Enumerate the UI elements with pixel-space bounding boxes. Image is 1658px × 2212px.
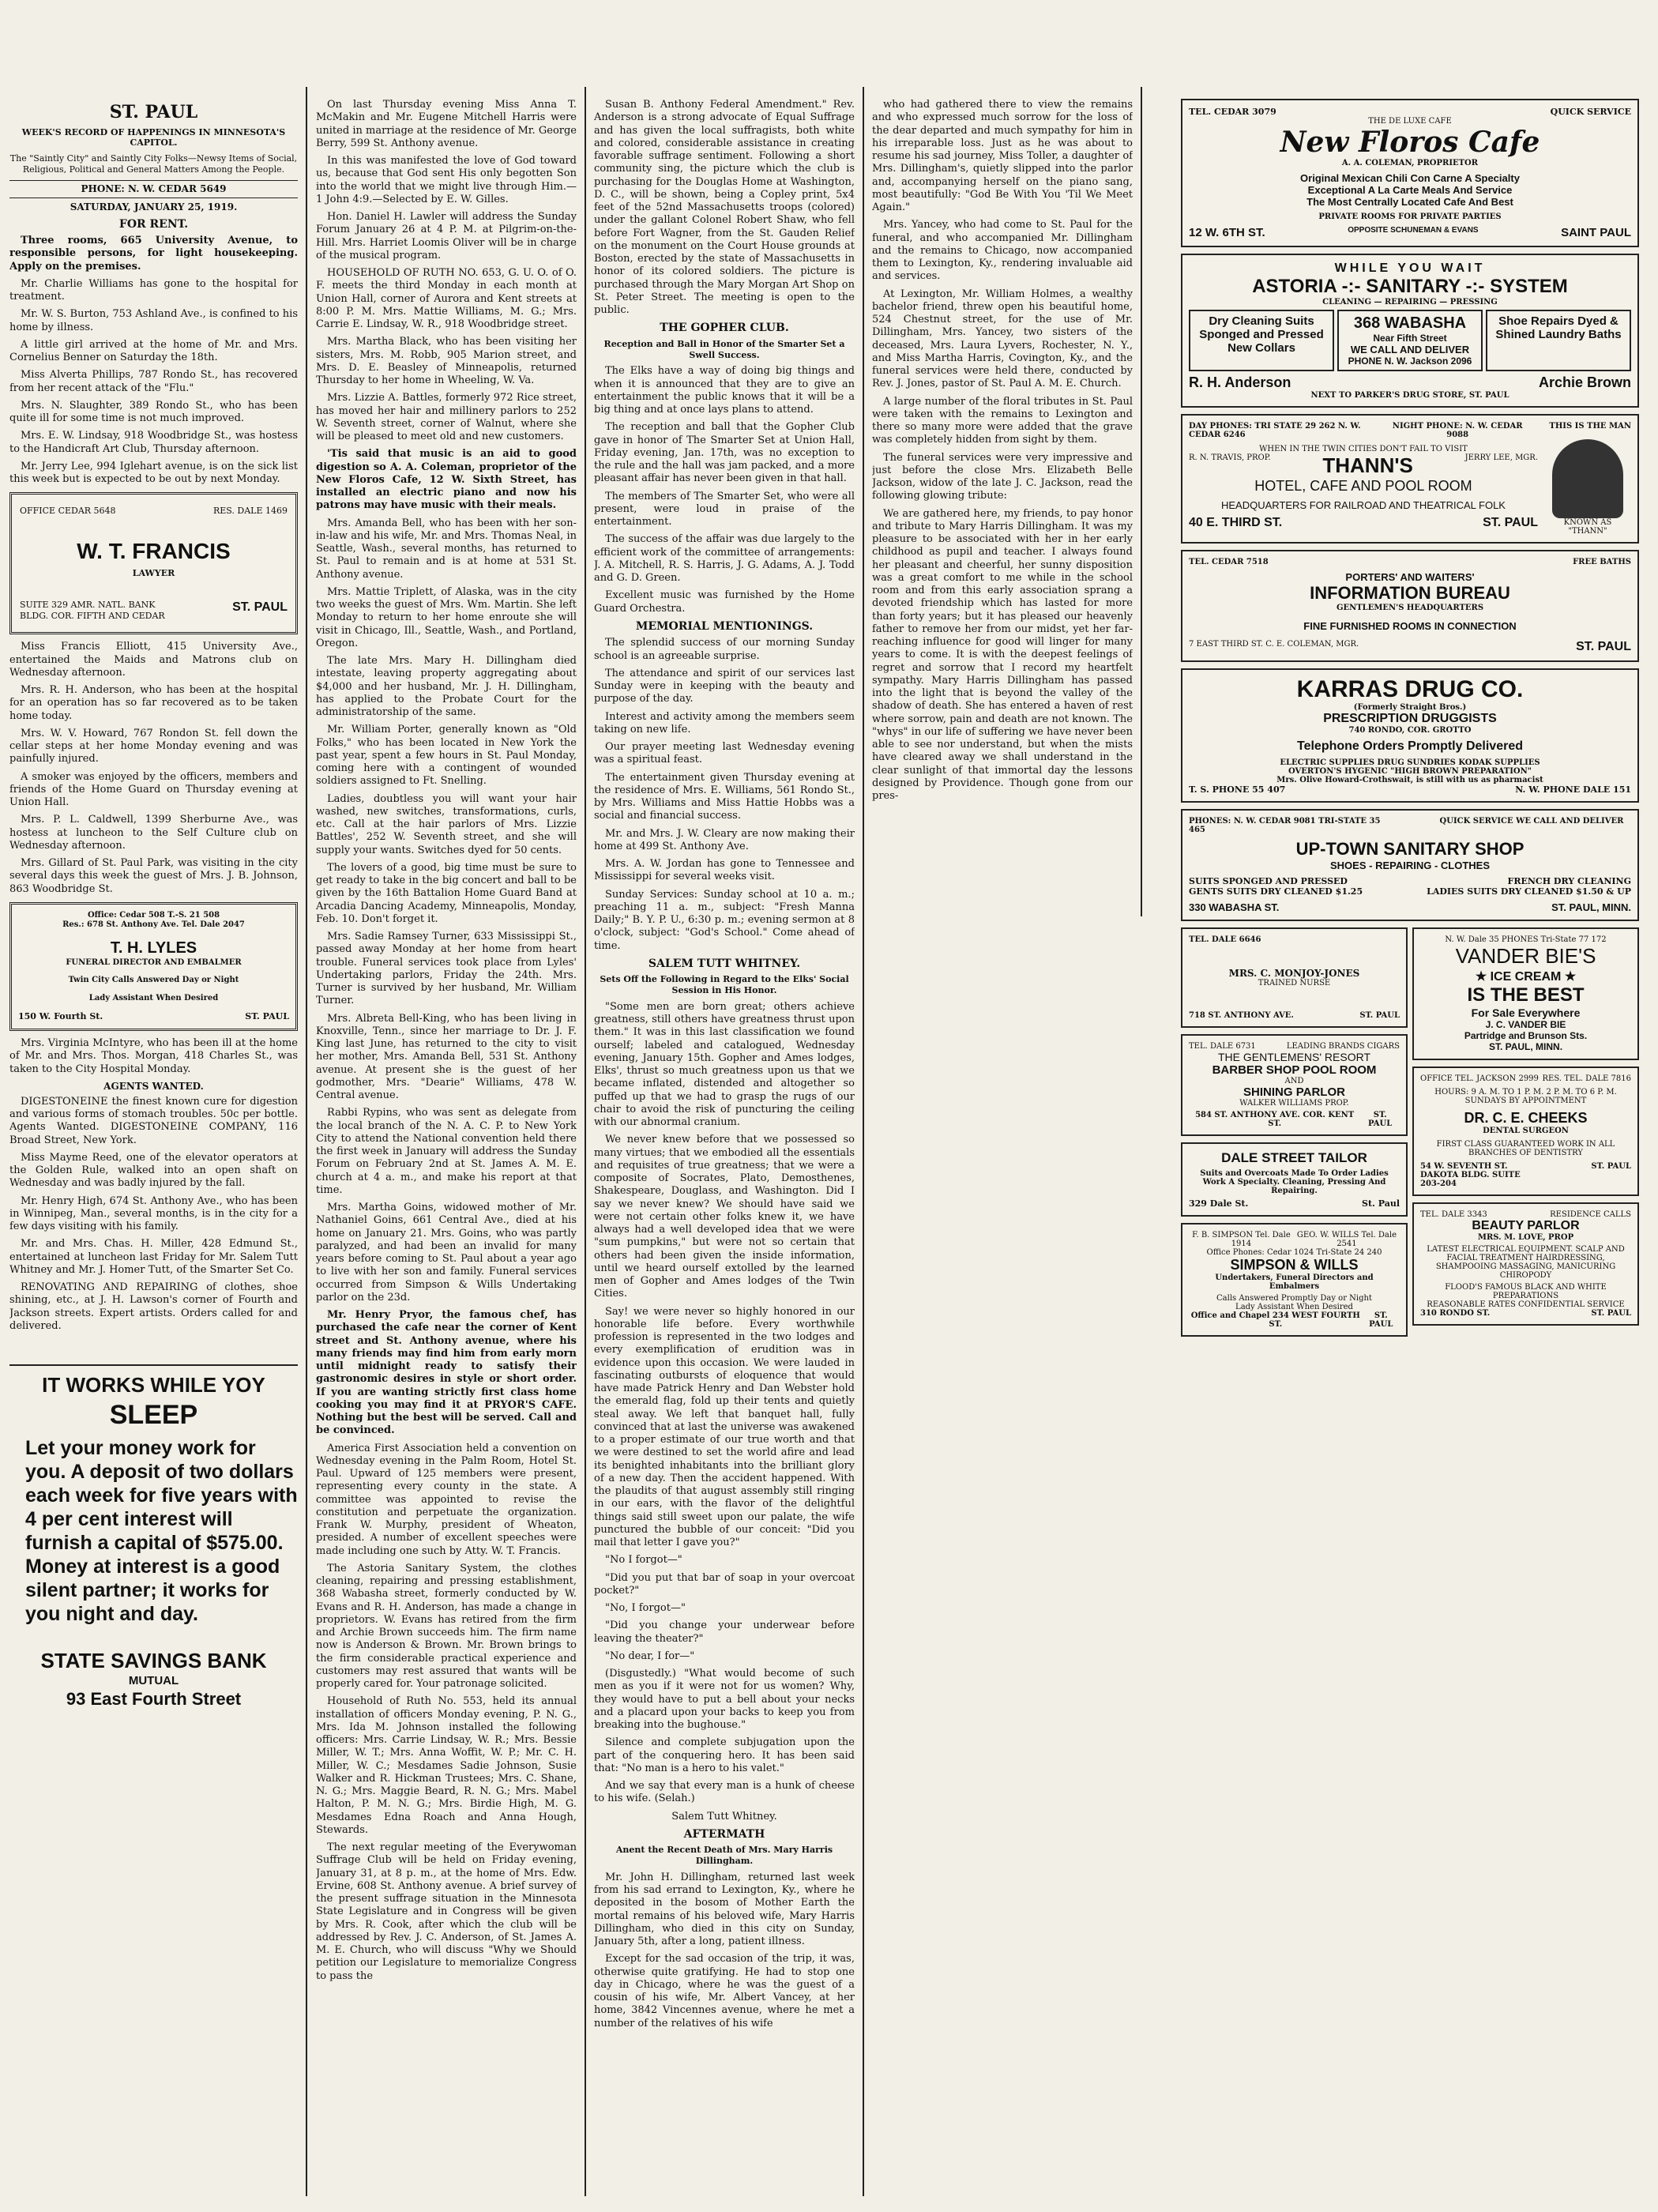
column-rule xyxy=(585,87,586,2196)
astoria-p1: R. H. Anderson xyxy=(1189,374,1291,390)
news-item: Mrs. Amanda Bell, who has been with her son-in-law and his wife, Mr. and Mrs. Thomas Neal, in Seattle, Wash., several months, has returned to St. Paul to remain and is at home at 531 St. Anthony avenue. xyxy=(316,517,577,581)
cheeks-addr: 54 W. SEVENTH ST. DAKOTA BLDG. SUITE 203-204 xyxy=(1420,1162,1521,1188)
thann-addr: 40 E. THIRD ST. xyxy=(1189,516,1283,529)
news-item: Mrs. W. V. Howard, 767 Rondon St. fell down the cellar steps at her home Monday evening and was painfully injured. xyxy=(9,727,298,766)
gopher-club-subhead: Reception and Ball in Honor of the Smarter Set a Swell Success. xyxy=(603,338,845,360)
vb-who: J. C. VANDER BIE xyxy=(1485,1019,1566,1030)
astoria-b2p: PHONE N. W. Jackson 2096 xyxy=(1348,356,1472,367)
karras-t1: T. S. PHONE 55 407 xyxy=(1189,784,1286,795)
news-item: The splendid success of our morning Sunday school is an agreeable surprise. xyxy=(594,637,855,662)
thann-night: NIGHT PHONE: N. W. CEDAR 9088 xyxy=(1392,422,1523,439)
bureau-baths: FREE BATHS xyxy=(1573,558,1631,566)
gent-cig: LEADING BRANDS CIGARS xyxy=(1286,1042,1400,1051)
monjoy-addr: 718 ST. ANTHONY AVE. xyxy=(1189,1011,1294,1020)
uptown-name: UP-TOWN SANITARY SHOP xyxy=(1295,839,1525,859)
column-rule xyxy=(863,87,864,2196)
thann-portrait xyxy=(1552,439,1623,518)
gopher-club-heading: THE GOPHER CLUB. xyxy=(660,322,789,335)
news-item: We never knew before that we possessed so many virtues; that we embodied all the essentials and requisites of true greatness; that we were a composite of Socrates, Plato, Demosthenes, Shakespeare, Douglass, and Washington. Did I say we never knew? We should have said we were not certain other folks knew it, we have always had a well developed idea that we were "sum pumpkins," but were not so certain that others had been given the inside information, until we heard ourself extolled by the learned men of Gopher and Ames lodges of the Twin Cities. xyxy=(594,1134,855,1300)
bureau-addr: 7 EAST THIRD ST. C. E. COLEMAN, MGR. xyxy=(1189,640,1359,649)
news-item: who had gathered there to view the remains and who expressed much sorrow for the loss of the dear departed and much sympathy for him in his irreparable loss. Just as he was about to resume his sad journey, Miss Toller, a daughter of Mrs. Dillingham's, quietly slipped into the parlor and, accompanying herself on the piano sang, most beautifully: "God Be With You 'Til We Meet Again." xyxy=(872,99,1133,213)
information-bureau-ad xyxy=(1181,550,1639,662)
lyles-name: T. H. LYLES xyxy=(110,939,197,957)
astoria-sanitary-ad xyxy=(1181,254,1639,408)
news-item: Mrs. N. Slaughter, 389 Rondo St., who has been quite ill for some time is not much improved. xyxy=(9,399,298,424)
news-item: Mr. Charlie Williams has gone to the hospital for treatment. xyxy=(9,277,298,303)
floros-prop: A. A. COLEMAN, PROPRIETOR xyxy=(1341,159,1479,167)
masthead-date: SATURDAY, JANUARY 25, 1919. xyxy=(70,201,238,213)
news-item: Mr. and Mrs. J. W. Cleary are now making their home at 499 St. Anthony Ave. xyxy=(594,827,855,852)
karras-mrs: Mrs. Olive Howard-Crothswait, is still with us as pharmacist xyxy=(1276,776,1543,784)
karras-addr: 740 RONDO, COR. GROTTO xyxy=(1348,726,1472,735)
uptown-city: ST. PAUL, MINN. xyxy=(1551,901,1631,913)
news-item: Rabbi Rypins, who was sent as delegate from the local branch of the N. A. C. P. to New York City to attend the National convention held there the first week in January will address the Sunday Forum on February 2nd at St. James A. M. E. church at 4 a. m., and make his report at that time. xyxy=(316,1107,577,1196)
news-item: A smoker was enjoyed by the officers, members and friends of the Home Guard on Thursday evening at Union Hall. xyxy=(9,770,298,808)
news-item: Mrs. P. L. Caldwell, 1399 Sherburne Ave., was hostess at luncheon to the Self Culture club on Wednesday afternoon. xyxy=(9,814,298,852)
salem-subhead: Sets Off the Following in Regard to the Elks' Social Session in His Honor. xyxy=(600,974,849,995)
beauty-city: ST. PAUL xyxy=(1591,1309,1631,1318)
sw-l1: Calls Answered Promptly Day or Night xyxy=(1216,1294,1372,1303)
uptown-quick: QUICK SERVICE WE CALL AND DELIVER xyxy=(1439,817,1624,826)
news-item: The lovers of a good, big time must be sure to get ready to take in the big concert and ball to be given by the 16th Battalion Home Guard Band at Arcadia Dancing Academy, Minneapolis, Monday, Feb. 10. Don't forget it. xyxy=(316,861,577,925)
memorial-heading: MEMORIAL MENTIONINGS. xyxy=(635,619,814,633)
sw-sub: Undertakers, Funeral Directors and Embalmers xyxy=(1215,1273,1374,1291)
news-item: Household of Ruth No. 553, held its annual installation of officers Monday evening, P. N. G., Mrs. Ida M. Johnson installed the following officers: Mrs. Carrie Lindsay, W. R.; Mrs. Bessie Miller, W. T.; Mrs. Anna Woffit, W. P.; Mr. C. H. Miller, W. C.; Mesdames Sadie Johnson, Susie Walker and R. Hickman Trustees; Mrs. C. Shane, N. G.; Mrs. Maggie Beard, R. N. G.; Mrs. Mabel Halton, P. M. N. G.; Mrs. Birdie High, M. G. Mesdames Edna Roach and Anna Hough, Stewards. xyxy=(316,1695,577,1836)
news-item: Mr. John H. Dillingham, returned last week from his sad errand to Lexington, Ky., where he deposited in the bosom of Mother Earth the mortal remains of his beloved wife, Mary Harris Dillingham, who died in this city on Sunday, January 5th, after a long, patient illness. xyxy=(594,1871,855,1947)
news-item: 'Tis said that music is an aid to good digestion so A. A. Coleman, proprietor of the New Floros Cafe, 12 W. Sixth Street, has installed an electric piano and now his patrons may have music with their meals. xyxy=(316,448,577,512)
for-rent-heading: FOR RENT. xyxy=(118,217,189,231)
sw-right: GEO. W. WILLS Tel. Dale 2541 xyxy=(1296,1231,1397,1248)
salem-heading: SALEM TUTT WHITNEY. xyxy=(648,957,801,970)
astoria-p2: Archie Brown xyxy=(1538,374,1631,390)
news-item: Hon. Daniel H. Lawler will address the Sunday Forum January 26 at 4 P. M. at Pilgrim-on-the-Hill. Mrs. Harriet Loomis Oliver will be in charge of the musical program. xyxy=(316,211,577,261)
floros-quick: QUICK SERVICE xyxy=(1550,107,1631,117)
news-item: The success of the affair was due largely to the efficient work of the committee of arrangements: J. A. Mitchell, R. S. Harris, J. G. Adams, A. J. Todd and G. D. Green. xyxy=(594,533,855,584)
news-item: The attendance and spirit of our services last Sunday were in keeping with the beauty and purpose of the day. xyxy=(594,667,855,705)
news-item: Excellent music was furnished by the Home Guard Orchestra. xyxy=(594,589,855,615)
beauty-tel: TEL. DALE 3343 xyxy=(1420,1210,1487,1219)
masthead-tagline: The "Saintly City" and Saintly City Folks—Newsy Items of Social, Religious, Political and General Matters Among the People. xyxy=(9,153,298,175)
news-item: Mrs. Mattie Triplett, of Alaska, was in the city two weeks the guest of Mrs. Wm. Martin. She left Monday to return to her home enroute she will visit in Chicago, Ill., Seattle, Wash., and Portland, Oregon. xyxy=(316,585,577,649)
uptown-addr: 330 WABASHA ST. xyxy=(1189,901,1280,913)
news-item: Silence and complete subjugation upon the part of the conquering hero. It has been said that: "No man is a hero to his valet." xyxy=(594,1736,855,1774)
news-item: Mrs. Virginia McIntyre, who has been ill at the home of Mr. and Mrs. Thos. Morgan, 418 Charles St., was taken to the City Hospital Monday. xyxy=(9,1037,298,1075)
news-item: Mrs. A. W. Jordan has gone to Tennessee and Mississippi for several weeks visit. xyxy=(594,858,855,883)
karras-name: KARRAS DRUG CO. xyxy=(1296,676,1524,702)
bureau-tel: TEL. CEDAR 7518 xyxy=(1189,558,1269,566)
bank-body: Let your money work for you. A deposit of two dollars each week for five years with 4 per cent interest will furnish a capital of $575.00. Money at interest is a good silent partner; it works for you night and day. xyxy=(25,1437,298,1625)
gent-b2: SHINING PARLOR xyxy=(1243,1085,1345,1099)
news-item: Mr. William Porter, generally known as "Old Folks," who has been located in New York the past year, spent a few hours in St. Paul Monday, coming here with a contingent of wounded soldiers assigned to Ft. Snelling. xyxy=(316,724,577,788)
news-item: "No, I forgot—" xyxy=(605,1602,686,1614)
bureau-top: PORTERS' AND WAITERS' xyxy=(1345,571,1475,583)
cheeks-work: FIRST CLASS GUARANTEED WORK IN ALL BRANCHES OF DENTISTRY xyxy=(1436,1140,1615,1157)
vb-ice: ★ ICE CREAM ★ xyxy=(1475,970,1577,984)
gent-city: ST. PAUL xyxy=(1368,1111,1393,1128)
thann-name: THANN'S xyxy=(1322,453,1413,477)
tailor-body: Suits and Overcoats Made To Order Ladies Work A Specialty. Cleaning, Pressing And Repairing. xyxy=(1200,1169,1389,1195)
column-3 xyxy=(594,99,855,2204)
thanns-hotel-ad xyxy=(1181,414,1639,544)
news-item: On last Thursday evening Miss Anna T. McMakin and Mr. Eugene Mitchell Harris were united in marriage at the residence of Mr. George Berry, 599 St. Anthony avenue. xyxy=(316,99,577,149)
news-item: Ladies, doubtless you will want your hair washed, new switches, transformations, curls, etc. Call at the hair parlors of Mrs. Lizzie Battles', 252 W. Seventh street, and she will supply your wants. Switches dyed for 50 cents. xyxy=(316,792,577,856)
cheeks-res: RES. TEL. DALE 7816 xyxy=(1542,1074,1631,1083)
sw-name: SIMPSON & WILLS xyxy=(1230,1257,1359,1273)
news-item: Mr. and Mrs. Chas. H. Miller, 428 Edmund St., entertained at luncheon last Friday for Mr. Salem Tutt Whitney and Mr. J. Homer Tutt, of the Smarter Set Co. xyxy=(9,1238,298,1276)
news-item: The entertainment given Thursday evening at the residence of Mrs. E. Williams, 561 Rondo St., by Mrs. Williams and Miss Hattie Hobbs was a social and financial success. xyxy=(594,771,855,822)
astoria-b2s: Near Fifth Street xyxy=(1373,333,1447,344)
news-item: Mrs. Gillard of St. Paul Park, was visiting in the city several days this week the guest of Mrs. J. B. Johnson, 863 Woodbridge St. xyxy=(9,857,298,895)
news-item: A large number of the floral tributes in St. Paul were taken with the remains to Lexington and there so many more were added that the grave was completely hidden from sight by them. xyxy=(872,395,1133,446)
for-rent-text: Three rooms, 665 University Avenue, to responsible persons, for light housekeeping. Apply on the premises. xyxy=(9,235,298,273)
sw-office: Office Phones: Cedar 1024 Tri-State 24 240 xyxy=(1206,1248,1382,1257)
cheeks-dentist-ad xyxy=(1412,1066,1639,1196)
news-item: Mrs. R. H. Anderson, who has been at the hospital for an operation has so far recovered as to be taken home today. xyxy=(9,684,298,722)
thann-mgr2: JERRY LEE, MGR. xyxy=(1464,453,1538,462)
thann-hotel: HOTEL, CAFE AND POOL ROOM xyxy=(1254,478,1472,494)
karras-line2: OVERTON'S HYGENIC "HIGH BROWN PREPARATION" xyxy=(1288,767,1532,776)
monjoy-tel: TEL. DALE 6646 xyxy=(1189,935,1261,944)
uptown-a1: SUITS SPONGED AND PRESSED xyxy=(1189,876,1348,886)
cheeks-hours: HOURS: 9 A. M. TO 1 P. M. 2 P. M. TO 6 P. M. xyxy=(1434,1088,1617,1097)
sw-addr: Office and Chapel 234 WEST FOURTH ST. xyxy=(1190,1311,1360,1329)
news-item: The Elks have a way of doing big things and when it is announced that they are to give an entertainment the public knows that it will be a big thing and at once lays plans to attend. xyxy=(594,365,855,416)
lyles-addr: 150 W. Fourth St. xyxy=(18,1011,103,1022)
gent-and: AND xyxy=(1284,1077,1304,1085)
cheeks-office: OFFICE TEL. JACKSON 2999 xyxy=(1420,1074,1539,1083)
gent-tel: TEL. DALE 6731 xyxy=(1189,1042,1256,1051)
astoria-box3: Shoe Repairs Dyed & Shined Laundry Baths xyxy=(1486,310,1631,371)
astoria-box1: Dry Cleaning Suits Sponged and Pressed New Collars xyxy=(1189,310,1334,371)
francis-lawyer-ad xyxy=(9,492,298,634)
thann-man: THIS IS THE MAN xyxy=(1549,422,1631,431)
news-item: "Did you change your underwear before leaving the theater?" xyxy=(594,1620,855,1645)
news-item: Our prayer meeting last Wednesday evening was a spiritual feast. xyxy=(594,741,855,766)
news-item: The reception and ball that the Gopher Club gave in honor of The Smarter Set at Union Hall, Friday evening, Jan. 17th, was no exception to the rule and the hall was jam packed, and a more pleasant affair has never been given in that hall. xyxy=(594,421,855,485)
news-item: America First Association held a convention on Wednesday evening in the Palm Room, Hotel St. Paul. Upward of 125 members were present, representing every county in the state. A committee was appointed to revise the constitution and perpetuate the organization. Frank W. Murphy, president of Wheaton, presided. A number of excellent speeches were made including one such by Atty. W. T. Francis. xyxy=(316,1442,577,1557)
column-rule xyxy=(1141,87,1142,916)
gentlemens-resort-ad xyxy=(1181,1034,1408,1136)
thann-day: DAY PHONES: TRI STATE 29 262 N. W. CEDAR 6246 xyxy=(1189,422,1361,439)
floros-pre: THE DE LUXE CAFE xyxy=(1368,117,1452,126)
sw-city: ST. PAUL xyxy=(1369,1311,1393,1329)
monjoy-nurse-ad xyxy=(1181,927,1408,1028)
newspaper-page xyxy=(9,8,1649,2204)
francis-name: W. T. FRANCIS xyxy=(77,539,231,563)
agents-heading: AGENTS WANTED. xyxy=(103,1080,204,1092)
column-rule xyxy=(306,87,307,2196)
karras-drug-ad xyxy=(1181,668,1639,803)
col-4 xyxy=(872,99,1133,924)
news-item: "Some men are born great; others achieve greatness, still others have greatness thrust upon them." It was in this last classification we found ourself; labeled and catalogued, Wednesday evening, January 15th. Gopher and Ames lodges, Elks', thrust so much greatness upon us that we became inflated, distended and altogether so puffed up that we had to grasp the rugs of our chair to avoid the risk of puncturing the ceiling with our abnormal cranium. xyxy=(594,1000,855,1128)
francis-res: RES. DALE 1469 xyxy=(212,506,288,517)
thann-hq: HEADQUARTERS FOR RAILROAD AND THEATRICAL FOLK xyxy=(1221,499,1506,511)
news-item: Mr. Jerry Lee, 994 Iglehart avenue, is on the sick list this week but is expected to be out by next Monday. xyxy=(9,460,298,485)
news-item: Mr. W. S. Burton, 753 Ashland Ave., is confined to his home by illness. xyxy=(9,308,298,333)
uptown-sanitary-ad xyxy=(1181,809,1639,921)
vb-city: ST. PAUL, MINN. xyxy=(1488,1041,1563,1052)
news-item: DIGESTONEINE the finest known cure for digestion and various forms of stomach troubles. 50c per bottle. Agents Wanted. DIGESTONEINE COMPANY, 116 Broad Street, New York. xyxy=(9,1095,298,1146)
beauty-l3: REASONABLE RATES CONFIDENTIAL SERVICE xyxy=(1427,1300,1625,1309)
thann-city: ST. PAUL xyxy=(1483,516,1538,529)
right-ad-column xyxy=(1181,99,1639,1343)
vb-name: VANDER BIE'S xyxy=(1455,944,1596,968)
bank-addr: 93 East Fourth Street xyxy=(66,1689,242,1710)
cheeks-sundays: SUNDAYS BY APPOINTMENT xyxy=(1464,1097,1587,1105)
bureau-rooms: FINE FURNISHED ROOMS IN CONNECTION xyxy=(1303,620,1517,632)
lyles-title: FUNERAL DIRECTOR AND EMBALMER xyxy=(66,957,242,967)
vander-bie-ad xyxy=(1412,927,1639,1060)
lyles-line2: Lady Assistant When Desired xyxy=(88,993,219,1003)
lyles-city: ST. PAUL xyxy=(245,1011,289,1022)
floros-tel: TEL. CEDAR 3079 xyxy=(1189,107,1276,117)
news-item: Mrs. Yancey, who had come to St. Paul for the funeral, and who accompanied Mr. Dillingham and the remains to Chicago, now accompanied them to Lexington, Ky., rendering invaluable aid and services. xyxy=(872,219,1133,283)
francis-suite: SUITE 329 AMR. NATL. BANK BLDG. COR. FIFTH AND CEDAR xyxy=(20,599,165,621)
bureau-city: ST. PAUL xyxy=(1576,640,1631,653)
uptown-a4: LADIES SUITS DRY CLEANED $1.50 & UP xyxy=(1427,886,1631,897)
monjoy-name: MRS. C. MONJOY-JONES xyxy=(1228,968,1360,979)
beauty-addr: 310 RONDO ST. xyxy=(1420,1309,1491,1318)
news-item: Mrs. E. W. Lindsay, 918 Woodbridge St., was hostess to the Handicraft Art Club, Thursday afternoon. xyxy=(9,430,298,455)
floros-city: SAINT PAUL xyxy=(1561,226,1631,239)
astoria-b2c: WE CALL AND DELIVER xyxy=(1350,344,1470,356)
news-item: Sunday Services: Sunday school at 10 a. m.; preaching 11 a. m., subject: "Fresh Manna Daily;" B. Y. P. U., 6:30 p. m.; evening sermon at 8 o'clock, subject: "God's School." Come ahead of time. xyxy=(594,888,855,952)
floros-l3: The Most Centrally Located Cafe And Best xyxy=(1306,196,1513,208)
vb-phones: N. W. Dale 35 PHONES Tri-State 77 172 xyxy=(1445,935,1607,944)
floros-cafe-ad xyxy=(1181,99,1639,247)
floros-l1: Original Mexican Chili Con Carne A Specialty xyxy=(1300,172,1520,184)
news-item: We are gathered here, my friends, to pay honor and tribute to Mary Harris Dillingham. It was my pleasure to be associated with her in her early childhood as pupil and teacher. I always found her pleasant and cheerful, her sunny disposition was a great comfort to me while in the school room and from this early association sprang a devoted friendship which has lasted for more than forty years; but it has pleased our heavenly father to remove her from our midst, yet her far-reaching influence for good will linger for many years to come. It is with the deepest feelings of regret and sorrow that I record my heartfelt sympathy. Mary Harris Dillingham has passed into the light that is beyond the valley of the shadow of death. She has entered a haven of rest where sorrow, pain and death are not known. The "whys" in our life of suffering we have never been able to see nor understand, but when the mists have cleared away we shall understand in the clear sunlight of that immortal day the lessons designed by Providence. Though gone from our pres- xyxy=(872,507,1133,802)
karras-line: ELECTRIC SUPPLIES DRUG SUNDRIES KODAK SUPPLIES xyxy=(1280,758,1540,767)
floros-addr: 12 W. 6TH ST. xyxy=(1189,226,1265,239)
news-item: In this was manifested the love of God toward us, because that God sent His only begotten Son into the world that we might live through Him.—1 John 4:9.—Selected by E. W. Gilles. xyxy=(316,155,577,205)
news-item: Except for the sad occasion of the trip, it was, otherwise quite gratifying. He had to stop one day in Chicago, where he was the guest of a cousin of his wife, Mr. Albert Vancey, at her home, 3842 Vincennes avenue, where he met a number of the relatives of his wife xyxy=(594,1953,855,2030)
news-item: Susan B. Anthony Federal Amendment." Rev. Anderson is a strong advocate of Equal Suffrage and has given the local suffragists, both white and colored, considerable assistance in creating favorable suffrage sentiment. Following a short community sing, the picture which the club is purchasing for the Douglas Home at Washington, D. C., will be shown, being a Copley print, 5x4 feet of the 52nd Massachusetts troops (colored) under the gallant Colonel Robert Shaw, who fell before Fort Wagner, from the St. Gauden Relief on the monument on the Court House grounds at Boston, erected by the state of Massachusetts in honor of its colored soldiers. The picture is purchased through the Mary Morgan Art Shop on St. Peter Street. The meeting is open to the public. xyxy=(594,99,855,316)
news-item: The late Mrs. Mary H. Dillingham died intestate, leaving property aggregating about $4,000 and her husband, Mr. J. H. Dillingham, has applied to the Probate Court for the administratorship of the same. xyxy=(316,655,577,718)
astoria-next: NEXT TO PARKER'S DRUG STORE, ST. PAUL xyxy=(1310,391,1509,400)
francis-city: ST. PAUL xyxy=(232,600,288,614)
news-item: RENOVATING AND REPAIRING of clothes, shoe shining, etc., at J. H. Lawson's corner of Fourth and Jackson streets. Expert artists. Orders called for and delivered. xyxy=(9,1281,298,1332)
bank-head2: SLEEP xyxy=(109,1399,198,1430)
bureau-name: INFORMATION BUREAU xyxy=(1310,583,1510,603)
francis-title: LAWYER xyxy=(132,568,175,578)
karras-sub: PRESCRIPTION DRUGGISTS xyxy=(1323,712,1497,725)
dale-street-tailor-ad xyxy=(1181,1142,1408,1217)
uptown-sub: SHOES - REPAIRING - CLOTHES xyxy=(1330,860,1490,871)
news-item: Interest and activity among the members seem taking on new life. xyxy=(594,710,855,735)
uptown-a2: FRENCH DRY CLEANING xyxy=(1507,876,1631,886)
salem-signature: Salem Tutt Whitney. xyxy=(671,1810,777,1823)
cheeks-name: DR. C. E. CHEEKS xyxy=(1464,1110,1588,1126)
tailor-name: DALE STREET TAILOR xyxy=(1221,1150,1367,1165)
cheeks-sub: DENTAL SURGEON xyxy=(1483,1127,1569,1135)
news-item: "No dear, I for—" xyxy=(605,1650,695,1662)
astoria-b2: 368 WABASHA xyxy=(1353,314,1467,332)
gent-addr: 584 ST. ANTHONY AVE. COR. KENT ST. xyxy=(1195,1111,1355,1128)
beauty-parlor-ad xyxy=(1412,1202,1639,1326)
news-item: Miss Mayme Reed, one of the elevator operators at the Golden Rule, walked into an open shaft on Wednesday and was badly injured by the fall. xyxy=(9,1151,298,1190)
beauty-l1: LATEST ELECTRICAL EQUIPMENT. SCALP AND FACIAL TREATMENT HAIRDRESSING, SHAMPOOING MASSAGING, MANICURING CHIROPODY xyxy=(1427,1245,1625,1280)
thann-mgr1: R. N. TRAVIS, PROP. xyxy=(1189,453,1271,462)
news-item: The next regular meeting of the Everywoman Suffrage Club will be held on Friday evening, January 31, at 8 p. m., at the home of Mrs. Edw. Ervine, 608 St. Anthony avenue. A brief survey of the present suffrage situation in the Minnesota State Legislature and in Congress will be given by Mrs. R. Cook, after which the club will be addressed by Rev. J. C. Anderson, of St. James A. M. E. Church, who will discuss "Why we Should petition our Legislature to memorialize Congress to pass the xyxy=(316,1841,577,1982)
news-item: A little girl arrived at the home of Mr. and Mrs. Cornelius Benner on Saturday the 18th. xyxy=(9,338,298,363)
news-item: Mr. Henry Pryor, the famous chef, has purchased the cafe near the corner of Kent street and St. Anthony avenue, where his many friends may find him from early morn until midnight ready to satisfy their gastronomic desires in style or short order. If you are wanting strictly first class home cooking you may find it at PRYOR'S CAFE. Nothing but the best will be served. Call and be convinced. xyxy=(316,1309,577,1437)
karras-former: (Formerly Straight Bros.) xyxy=(1353,703,1467,712)
thann-when: WHEN IN THE TWIN CITIES DON'T FAIL TO VISIT xyxy=(1259,445,1468,453)
monjoy-sub: TRAINED NURSE xyxy=(1258,979,1331,988)
news-item: At Lexington, Mr. William Holmes, a wealthy bachelor friend, threw open his beautiful home, 524 Chestnut street, for the use of Mr. Dillingham, Mrs. Yancey, two sisters of the deceased, Mrs. Laura Lyvers, Rochester, N. Y., and Miss Martha Harris, Covington, Ky., and the funeral services were held there, conducted by Rev. J. Jones, pastor of St. Paul A. M. E. Church. xyxy=(872,288,1133,390)
uptown-phones: PHONES: N. W. CEDAR 9081 TRI-STATE 35 465 xyxy=(1189,817,1381,834)
news-item: Mrs. Lizzie A. Battles, formerly 972 Rice street, has moved her hair and millinery parlors to 252 W. Seventh street, corner of Walnut, where she will be pleased to meet old and new customers. xyxy=(316,392,577,442)
news-item: Say! we were never so highly honored in our honorable life before. Every worthwhile profession is represented in the two lodges and every exemplification of erudition was in evidence upon this occasion. We were lauded in fascinating outbursts of eloquence that would have made Patrick Henry and Dan Webster hold the emerald flag, fold up their tents and quietly steal away. We left that banquet hall, fully convinced that at last the universe was awakened to a proper estimate of our true worth and that we were destined to set the world afire and lead its benighted inhabitants into the brilliant glory of a new day. Then the accident happened. With the plaudits of that august assembly still ringing in our ears, with the flavor of the delightful things said still sweet upon our palate, the wife punctured the bubble of our conceit: "Did you mail that letter I gave you?" xyxy=(594,1305,855,1548)
bank-head1: IT WORKS WHILE YOY xyxy=(42,1373,265,1397)
lyles-funeral-ad xyxy=(9,902,298,1031)
bank-mutual: MUTUAL xyxy=(128,1673,179,1687)
bank-name: STATE SAVINGS BANK xyxy=(40,1649,267,1672)
floros-opp: OPPOSITE SCHUNEMAN & EVANS xyxy=(1348,226,1479,235)
astoria-sub: CLEANING — REPAIRING — PRESSING xyxy=(1322,298,1498,307)
aftermath-heading: AFTERMATH xyxy=(683,1827,765,1841)
beauty-res: RESIDENCE CALLS xyxy=(1550,1210,1631,1219)
news-item: "Did you put that bar of soap in your overcoat pocket?" xyxy=(594,1571,855,1597)
simpson-wills-ad xyxy=(1181,1223,1408,1337)
column-2 xyxy=(316,99,577,2204)
news-item: HOUSEHOLD OF RUTH NO. 653, G. U. O. of O. F. meets the third Monday in each month at Union Hall, corner of Aurora and Kent streets at 8:00 P. M. Mrs. Mattie Williams, M. G.; Mrs. Carrie E. Lindsay, W. R., 918 Woodbridge street. xyxy=(316,267,577,330)
astoria-name: ASTORIA -:- SANITARY -:- SYSTEM xyxy=(1252,276,1568,297)
uptown-a3: GENTS SUITS DRY CLEANED $1.25 xyxy=(1189,886,1363,897)
gent-name: THE GENTLEMENS' RESORT xyxy=(1218,1051,1370,1063)
masthead-title: ST. PAUL xyxy=(109,102,198,122)
gent-prop: WALKER WILLIAMS PROP. xyxy=(1239,1099,1349,1108)
state-savings-bank-ad xyxy=(9,1364,298,1710)
news-item: Mr. Henry High, 674 St. Anthony Ave., who has been in Winnipeg, Man., several months, is in the city for a few days visiting with his family. xyxy=(9,1194,298,1232)
vb-sale: For Sale Everywhere xyxy=(1471,1006,1581,1019)
lyles-res: Res.: 678 St. Anthony Ave. Tel. Dale 2047 xyxy=(62,920,245,930)
news-item: (Disgustedly.) "What would become of such men as you if it were not for us women? Why, they would have to put a bell about your necks and a placard upon your backs to keep you from breaking into the bughouse." xyxy=(594,1668,855,1731)
masthead-phone: PHONE: N. W. CEDAR 5649 xyxy=(9,180,298,198)
beauty-prop: MRS. M. LOVE, PROP xyxy=(1477,1233,1574,1242)
masthead-subtitle: WEEK'S RECORD OF HAPPENINGS IN MINNESOTA'S CAPITOL. xyxy=(21,126,286,149)
bureau-sub: GENTLEMEN'S HEADQUARTERS xyxy=(1336,604,1484,612)
sw-left: F. B. SIMPSON Tel. Dale 1914 xyxy=(1192,1231,1291,1248)
beauty-name: BEAUTY PARLOR xyxy=(1472,1219,1580,1232)
tailor-city: St. Paul xyxy=(1362,1198,1400,1209)
floros-l4: PRIVATE ROOMS FOR PRIVATE PARTIES xyxy=(1318,213,1502,221)
sw-l2: Lady Assistant When Desired xyxy=(1235,1303,1353,1311)
news-item: Mrs. Albreta Bell-King, who has been living in Knoxville, Tenn., since her marriage to Dr. J. F. King last June, has returned to the city to visit her mother, Mrs. Amanda Bell, 531 St. Anthony avenue. At present she is the guest of her godmother, Mrs. "Dearie" Williams, 478 W. Central avenue. xyxy=(316,1012,577,1101)
floros-l2: Exceptional A La Carte Meals And Service xyxy=(1307,184,1513,196)
astoria-box2 xyxy=(1337,310,1483,371)
francis-office: OFFICE CEDAR 5648 xyxy=(20,506,116,517)
lyles-line1: Twin City Calls Answered Day or Night xyxy=(68,976,239,985)
gent-b1: BARBER SHOP POOL ROOM xyxy=(1212,1063,1377,1077)
cheeks-city: ST. PAUL xyxy=(1591,1162,1631,1171)
thann-known: KNOWN AS "THANN" xyxy=(1563,518,1612,536)
karras-phone: Telephone Orders Promptly Delivered xyxy=(1296,739,1523,753)
aftermath-subhead: Anent the Recent Death of Mrs. Mary Harris Dillingham. xyxy=(615,1845,833,1866)
news-item: Mrs. Sadie Ramsey Turner, 633 Mississippi St., passed away Monday at her home from heart trouble. Funeral services took place from Lyles' Undertaking parlors, Friday the 24th. Mrs. Turner is survived by her husband, Mr. William Turner. xyxy=(316,931,577,1007)
beauty-l2: FLOOD'S FAMOUS BLACK AND WHITE PREPARATIONS xyxy=(1445,1283,1607,1300)
news-item: Miss Francis Elliott, 415 University Ave., entertained the Maids and Matrons club on Wednesday afternoon. xyxy=(9,641,298,679)
astoria-top: WHILE YOU WAIT xyxy=(1334,261,1486,275)
monjoy-city: ST. PAUL xyxy=(1359,1011,1400,1020)
news-item: "No I forgot—" xyxy=(605,1554,682,1567)
lyles-office: Office: Cedar 508 T.-S. 21 508 xyxy=(87,910,220,920)
news-item: Mrs. Martha Black, who has been visiting her sisters, Mrs. M. Robb, 905 Marion street, and Mrs. D. E. Beasley of Minneapolis, returned Thursday to her home in Wheeling, W. Va. xyxy=(316,336,577,386)
vb-addr: Partridge and Brunson Sts. xyxy=(1464,1030,1588,1041)
news-item: Mrs. Martha Goins, widowed mother of Mr. Nathaniel Goins, 661 Central Ave., died at his home on January 21. Mrs. Goins, who was partly paralyzed, and had been an invalid for many years before coming to St. Paul about a year ago to live with her son and family. Funeral services occurred from Simpson & Wills Undertaking parlor on the 23d. xyxy=(316,1202,577,1304)
news-item: And we say that every man is a hunk of cheese to his wife. (Selah.) xyxy=(594,1780,855,1805)
vb-best: IS THE BEST xyxy=(1467,984,1585,1006)
karras-t2: N. W. PHONE DALE 151 xyxy=(1515,784,1631,795)
tailor-addr: 329 Dale St. xyxy=(1189,1198,1249,1209)
column-1 xyxy=(9,99,298,2204)
news-item: The funeral services were very impressive and just before the close Mrs. Elizabeth Belle Jackson, widow of the late J. C. Jackson, read the following glowing tribute: xyxy=(872,451,1133,502)
news-item: The members of The Smarter Set, who were all present, were loud in praise of the entertainment. xyxy=(594,490,855,528)
floros-name: New Floros Cafe xyxy=(1280,126,1540,159)
news-item: The Astoria Sanitary System, the clothes cleaning, repairing and pressing establishment, 368 Wabasha street, formerly conducted by W. Evans and R. H. Anderson, has made a change in proprietors. W. Evans has retired from the firm and Archie Brown succeeds him. The firm name now is Anderson & Brown. Mr. Brown brings to the firm considerable practical experience and customers may rest assured that wants will be properly cared for. Your patronage solicited. xyxy=(316,1562,577,1690)
news-item: Miss Alverta Phillips, 787 Rondo St., has recovered from her recent attack of the "Flu." xyxy=(9,369,298,394)
